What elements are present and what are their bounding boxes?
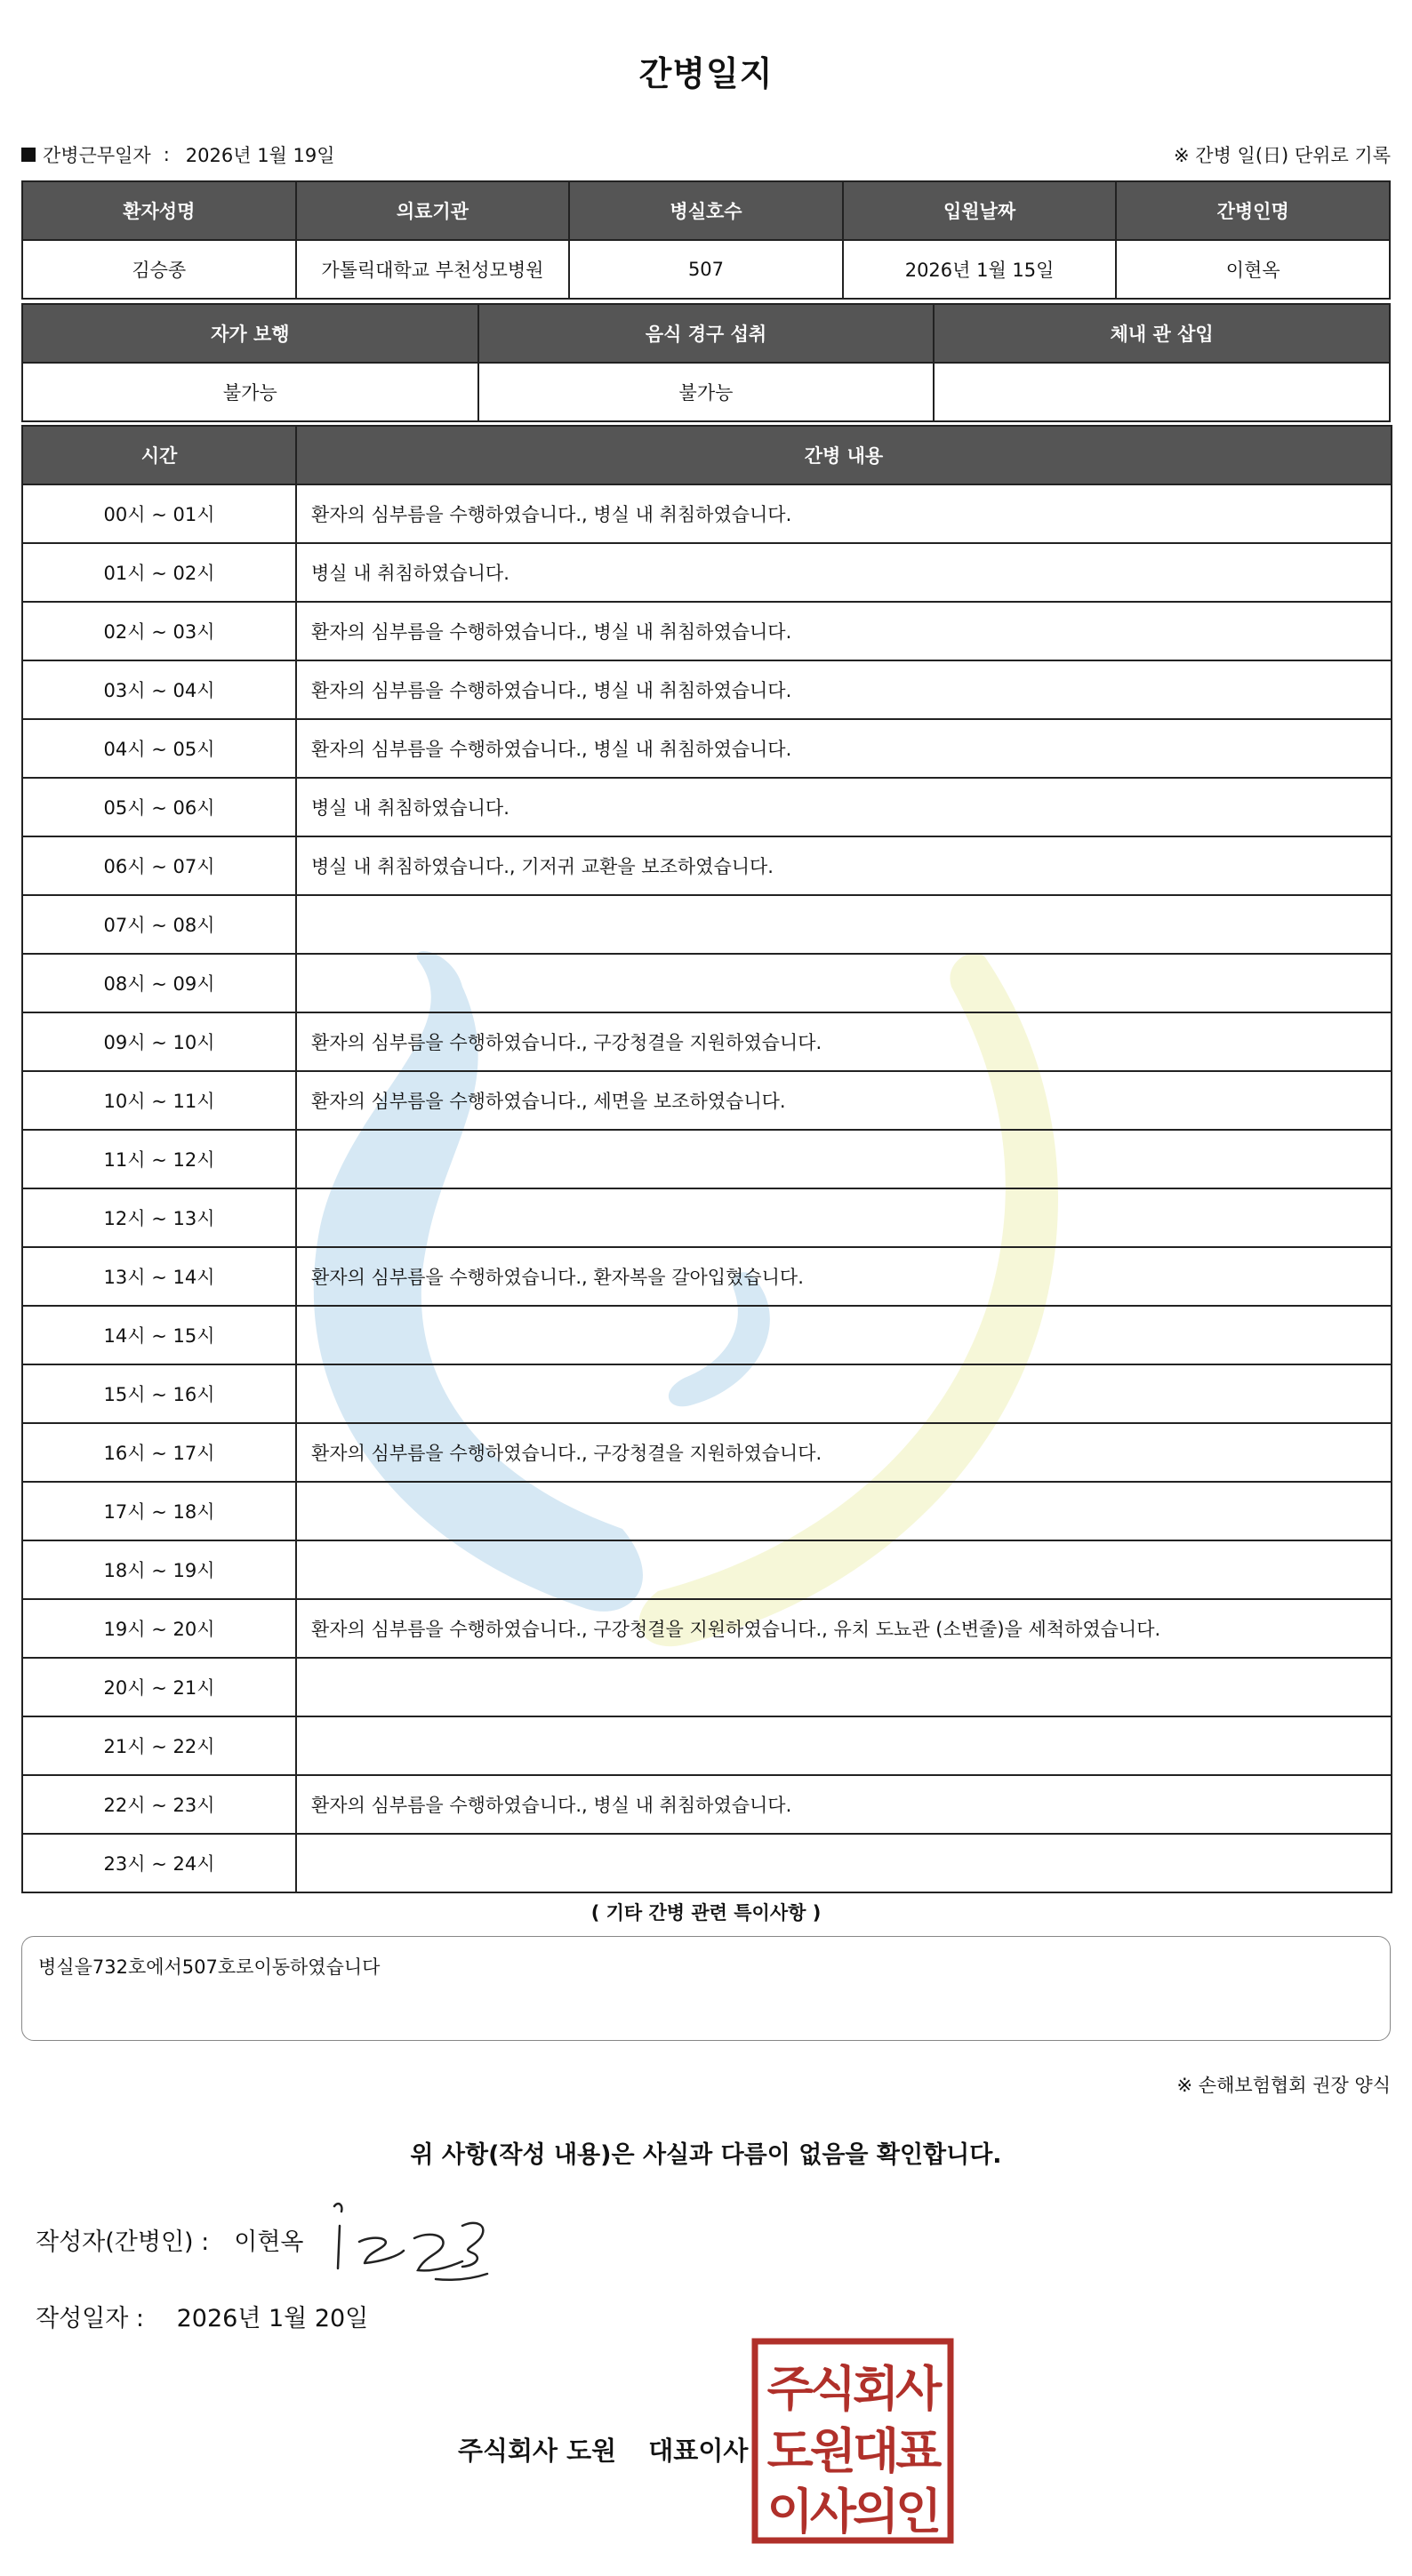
- care-log-row: [22, 1599, 1392, 1658]
- work-date-label: 간병근무일자: [43, 145, 151, 166]
- special-notes-box: [21, 1936, 1391, 2041]
- care-log-content: [296, 1188, 1392, 1247]
- care-log-row: [22, 1247, 1392, 1306]
- care-log-content: [296, 954, 1392, 1012]
- care-log-row: [22, 1130, 1392, 1188]
- care-log-time: 10시 ~ 11시: [22, 1071, 296, 1130]
- hospital-value: 가톨릭대학교 부천성모병원: [296, 240, 570, 299]
- care-log-body: [22, 484, 1392, 1892]
- care-log-row: [22, 660, 1392, 719]
- header-self-walking: 자가 보행: [22, 304, 478, 363]
- care-log-time: 12시 ~ 13시: [22, 1188, 296, 1247]
- header-admission-date: 입원날짜: [843, 181, 1117, 240]
- patient-info-value-row: [22, 240, 1390, 299]
- room-number-value: 507: [569, 240, 843, 299]
- page-title: 간병일지: [638, 54, 774, 93]
- caregiver-name-value: 이현옥: [1116, 240, 1390, 299]
- writer-label: 작성자(간병인) :: [36, 2228, 210, 2256]
- care-log-time: 01시 ~ 02시: [22, 543, 296, 602]
- care-log-content: 환자의 심부름을 수행하였습니다., 병실 내 취침하였습니다.: [296, 484, 1392, 543]
- written-date-value: 2026년 1월 20일: [176, 2305, 369, 2332]
- care-log-row: [22, 719, 1392, 778]
- header-hospital: 의료기관: [296, 181, 570, 240]
- care-log-header-row: [22, 426, 1392, 484]
- work-date: [21, 141, 335, 168]
- care-log-content: [296, 895, 1392, 954]
- special-notes-title: ( 기타 간병 관련 특이사항 ): [590, 1902, 822, 1924]
- care-log-content: 병실 내 취침하였습니다.: [296, 778, 1392, 836]
- self-walking-value: 불가능: [22, 363, 478, 421]
- care-log-time: 19시 ~ 20시: [22, 1599, 296, 1658]
- care-log-table: [21, 425, 1392, 1893]
- writer-line: [36, 2222, 304, 2257]
- care-log-time: 02시 ~ 03시: [22, 602, 296, 660]
- header-care-content: 간병 내용: [296, 426, 1392, 484]
- care-log-row: [22, 602, 1392, 660]
- signature-icon: [329, 2199, 498, 2288]
- company-line: [458, 2431, 748, 2468]
- care-log-row: [22, 1364, 1392, 1423]
- care-log-row: [22, 1306, 1392, 1364]
- patient-status-table: [21, 303, 1391, 422]
- care-log-content: 환자의 심부름을 수행하였습니다., 구강청결을 지원하였습니다., 유치 도뇨관 (소변줄)을 세척하였습니다.: [296, 1599, 1392, 1658]
- care-log-row: [22, 543, 1392, 602]
- care-log-time: 08시 ~ 09시: [22, 954, 296, 1012]
- tube-insertion-value: [934, 363, 1390, 421]
- care-log-row: [22, 1482, 1392, 1540]
- patient-status-value-row: [22, 363, 1390, 421]
- header-time: 시간: [22, 426, 296, 484]
- special-notes-text: 병실을732호에서507호로이동하였습니다: [38, 1956, 381, 1978]
- care-log-time: 04시 ~ 05시: [22, 719, 296, 778]
- company-seal-icon: [751, 2338, 954, 2544]
- care-log-time: 18시 ~ 19시: [22, 1540, 296, 1599]
- care-log-content: [296, 1482, 1392, 1540]
- care-log-content: 병실 내 취침하였습니다., 기저귀 교환을 보조하였습니다.: [296, 836, 1392, 895]
- header-oral-intake: 음식 경구 섭취: [478, 304, 935, 363]
- recommended-form-note: ※ 손해보험협회 권장 양식: [1176, 2075, 1391, 2096]
- care-log-time: 07시 ~ 08시: [22, 895, 296, 954]
- care-log-content: 환자의 심부름을 수행하였습니다., 병실 내 취침하였습니다.: [296, 602, 1392, 660]
- care-log-content: [296, 1658, 1392, 1716]
- care-log-content: 환자의 심부름을 수행하였습니다., 병실 내 취침하였습니다.: [296, 1775, 1392, 1834]
- care-log-time: 20시 ~ 21시: [22, 1658, 296, 1716]
- square-bullet-icon: [21, 148, 36, 162]
- care-log-row: [22, 484, 1392, 543]
- care-log-content: 환자의 심부름을 수행하였습니다., 구강청결을 지원하였습니다.: [296, 1423, 1392, 1482]
- care-log-time: 14시 ~ 15시: [22, 1306, 296, 1364]
- seal-line-0: 주식회사: [766, 2361, 939, 2417]
- care-log-content: [296, 1364, 1392, 1423]
- header-room-number: 병실호수: [569, 181, 843, 240]
- care-log-content: [296, 1540, 1392, 1599]
- care-log-time: 13시 ~ 14시: [22, 1247, 296, 1306]
- written-date-line: [36, 2299, 368, 2333]
- care-log-content: 환자의 심부름을 수행하였습니다., 병실 내 취침하였습니다.: [296, 660, 1392, 719]
- seal-line-2: 이사의인: [766, 2484, 939, 2540]
- care-log-time: 00시 ~ 01시: [22, 484, 296, 543]
- ceo-title: 대표이사: [648, 2436, 749, 2466]
- care-log-content: 환자의 심부름을 수행하였습니다., 세면을 보조하였습니다.: [296, 1071, 1392, 1130]
- care-log-time: 11시 ~ 12시: [22, 1130, 296, 1188]
- care-log-time: 09시 ~ 10시: [22, 1012, 296, 1071]
- patient-status-header-row: [22, 304, 1390, 363]
- header-caregiver-name: 간병인명: [1116, 181, 1390, 240]
- care-log-content: 환자의 심부름을 수행하였습니다., 환자복을 갈아입혔습니다.: [296, 1247, 1392, 1306]
- care-log-time: 17시 ~ 18시: [22, 1482, 296, 1540]
- care-log-time: 22시 ~ 23시: [22, 1775, 296, 1834]
- header-tube-insertion: 체내 관 삽입: [934, 304, 1390, 363]
- care-log-content: [296, 1834, 1392, 1892]
- care-log-row: [22, 1775, 1392, 1834]
- writer-name: 이현옥: [234, 2228, 304, 2256]
- care-log-content: [296, 1716, 1392, 1775]
- confirmation-statement: 위 사항(작성 내용)은 사실과 다름이 없음을 확인합니다.: [410, 2141, 1002, 2169]
- care-log-content: 환자의 심부름을 수행하였습니다., 구강청결을 지원하였습니다.: [296, 1012, 1392, 1071]
- admission-date-value: 2026년 1월 15일: [843, 240, 1117, 299]
- care-log-row: [22, 1658, 1392, 1716]
- record-unit-note: ※ 간병 일(日) 단위로 기록: [1174, 145, 1391, 166]
- care-log-time: 03시 ~ 04시: [22, 660, 296, 719]
- care-log-content: [296, 1306, 1392, 1364]
- care-log-content: 병실 내 취침하였습니다.: [296, 543, 1392, 602]
- care-log-row: [22, 954, 1392, 1012]
- care-log-time: 06시 ~ 07시: [22, 836, 296, 895]
- care-log-row: [22, 1540, 1392, 1599]
- care-log-time: 21시 ~ 22시: [22, 1716, 296, 1775]
- care-log-row: [22, 895, 1392, 954]
- oral-intake-value: 불가능: [478, 363, 935, 421]
- meta-row: [21, 140, 1391, 169]
- header-patient-name: 환자성명: [22, 181, 296, 240]
- care-log-time: 15시 ~ 16시: [22, 1364, 296, 1423]
- care-log-time: 23시 ~ 24시: [22, 1834, 296, 1892]
- care-log-row: [22, 778, 1392, 836]
- seal-line-1: 도원대표: [766, 2423, 939, 2479]
- care-log-row: [22, 1188, 1392, 1247]
- care-log-time: 16시 ~ 17시: [22, 1423, 296, 1482]
- work-date-separator: :: [163, 144, 170, 165]
- patient-info-table: [21, 180, 1391, 300]
- company-name: 주식회사 도원: [458, 2436, 617, 2466]
- patient-info-header-row: [22, 181, 1390, 240]
- care-log-row: [22, 1071, 1392, 1130]
- care-log-row: [22, 836, 1392, 895]
- care-log-content: [296, 1130, 1392, 1188]
- written-date-label: 작성일자 :: [36, 2305, 145, 2332]
- care-log-row: [22, 1716, 1392, 1775]
- care-log-content: 환자의 심부름을 수행하였습니다., 병실 내 취침하였습니다.: [296, 719, 1392, 778]
- care-log-time: 05시 ~ 06시: [22, 778, 296, 836]
- patient-name-value: 김승종: [22, 240, 296, 299]
- care-log-row: [22, 1834, 1392, 1892]
- care-log-row: [22, 1012, 1392, 1071]
- care-log-row: [22, 1423, 1392, 1482]
- work-date-value: 2026년 1월 19일: [185, 145, 335, 166]
